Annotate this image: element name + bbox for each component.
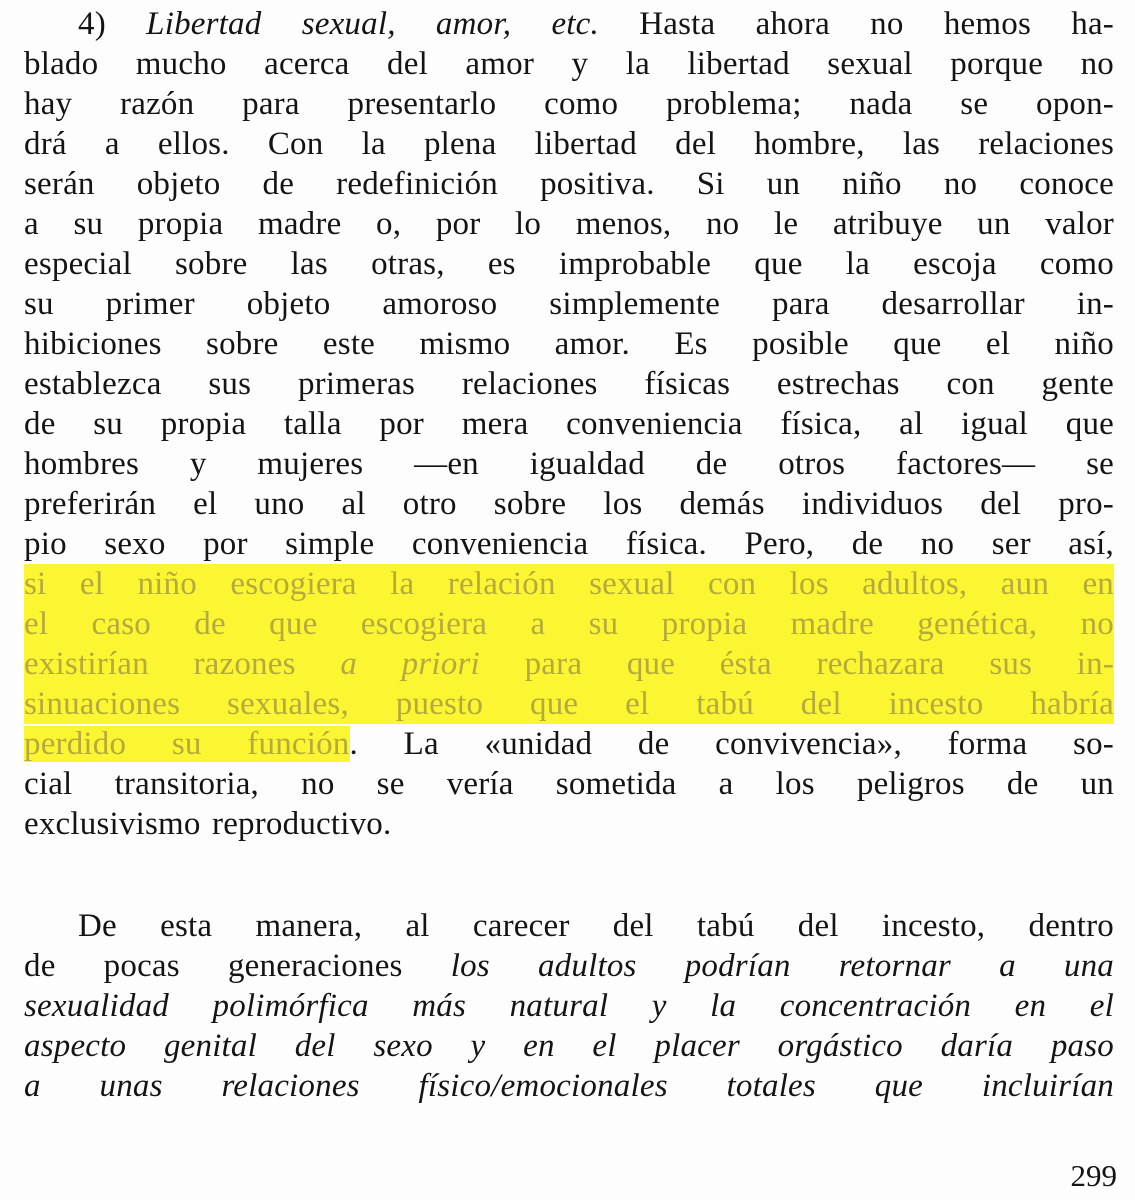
text-line: hay razón para presentarlo como problema; nada se opon-: [24, 86, 1114, 122]
highlighted-text-line: si el niño escogiera la relación sexual con los adultos, aun en: [24, 566, 1114, 602]
text-line: drá a ellos. Con la plena libertad del hombre, las relaciones: [24, 126, 1114, 162]
text-line: a su propia madre o, por lo menos, no le atribuye un valor: [24, 206, 1114, 242]
text-line: serán objeto de redefinición positiva. Si un niño no conoce: [24, 166, 1114, 202]
text-line: de pocas generaciones los adultos podrían retornar a una: [24, 948, 1115, 984]
text-line: 4) Libertad sexual, amor, etc. Hasta ahora no hemos ha-: [78, 6, 1114, 42]
text-line: hombres y mujeres —en igualdad de otros factores— se: [24, 446, 1114, 482]
text-line: su primer objeto amoroso simplemente para desarrollar in-: [24, 286, 1114, 322]
highlighted-text-line: existirían razones a priori para que ésta rechazara sus in-: [24, 646, 1115, 682]
text-line: cial transitoria, no se vería sometida a los peligros de un: [24, 766, 1114, 802]
text-line: pio sexo por simple conveniencia física. Pero, de no ser así,: [24, 526, 1114, 562]
text-line: establezca sus primeras relaciones físicas estrechas con gente: [24, 366, 1114, 402]
highlighted-phrase: perdido su función: [24, 726, 350, 762]
text-line: exclusivismo reproductivo.: [24, 806, 392, 842]
highlighted-text-line: el caso de que escogiera a su propia madre genética, no: [24, 606, 1114, 642]
paragraph-libertad-sexual: [24, 4, 1114, 844]
highlighted-text-line: sinuaciones sexuales, puesto que el tabú del incesto habría: [24, 686, 1114, 722]
text-line: perdido su función. La «unidad de convivencia», forma so-: [24, 726, 1114, 762]
page-number: 299: [1070, 1158, 1117, 1193]
section-title: Libertad sexual, amor, etc.: [146, 6, 599, 42]
text-line: de su propia talla por mera conveniencia física, al igual que: [24, 406, 1114, 442]
paragraph-tabu-incesto: [24, 906, 1114, 1106]
italic-phrase: a priori: [340, 646, 480, 682]
text-line: aspecto genital del sexo y en el placer orgástico daría paso: [24, 1028, 1114, 1064]
section-number: 4): [78, 6, 106, 42]
text-line: De esta manera, al carecer del tabú del incesto, dentro: [78, 908, 1114, 944]
text-line: sexualidad polimórfica más natural y la concentración en el: [24, 988, 1114, 1024]
text-line: blado mucho acerca del amor y la libertad sexual porque no: [24, 46, 1114, 82]
text-line: hibiciones sobre este mismo amor. Es posible que el niño: [24, 326, 1114, 362]
text-line: preferirán el uno al otro sobre los demás individuos del pro-: [24, 486, 1114, 522]
text-line: a unas relaciones físico/emocionales totales que incluirían: [24, 1068, 1114, 1104]
text-line: especial sobre las otras, es improbable que la escoja como: [24, 246, 1114, 282]
